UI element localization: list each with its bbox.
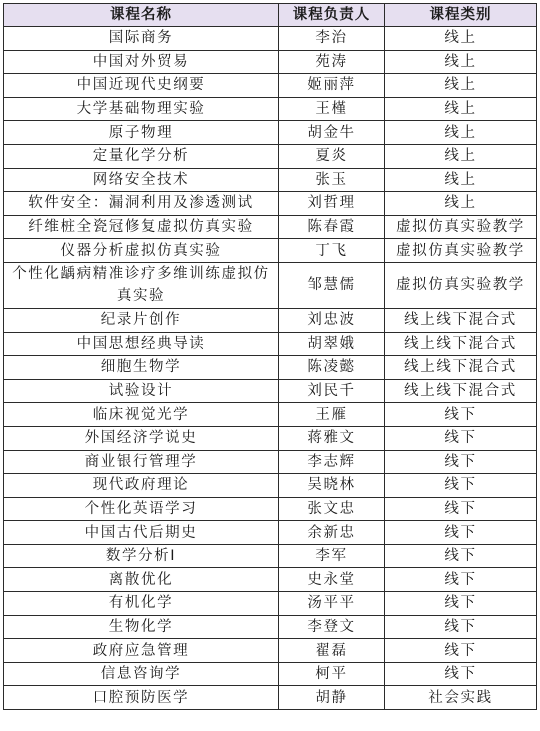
course-name-cell: 软件安全：漏洞利用及渗透测试 xyxy=(4,192,279,216)
table-row xyxy=(4,426,537,450)
table-row xyxy=(4,50,537,74)
course-name-cell: 政府应急管理 xyxy=(4,639,279,663)
course-name-cell: 数学分析Ⅰ xyxy=(4,544,279,568)
table-row xyxy=(4,379,537,403)
course-lead-cell: 史永堂 xyxy=(279,568,385,592)
course-lead-cell: 胡翠娥 xyxy=(279,332,385,356)
course-name-cell: 个性化龋病精准诊疗多维训练虚拟仿真实验 xyxy=(4,262,279,308)
course-type-cell: 线上 xyxy=(385,27,537,51)
table-row xyxy=(4,544,537,568)
course-lead-cell: 吴晓林 xyxy=(279,474,385,498)
table-row xyxy=(4,615,537,639)
course-type-cell: 线下 xyxy=(385,568,537,592)
table-row xyxy=(4,450,537,474)
course-lead-cell: 陈春霞 xyxy=(279,215,385,239)
course-lead-cell: 刘哲理 xyxy=(279,192,385,216)
course-name-cell: 外国经济学说史 xyxy=(4,426,279,450)
course-type-cell: 线下 xyxy=(385,592,537,616)
course-name-cell: 生物化学 xyxy=(4,615,279,639)
course-type-cell: 线上 xyxy=(385,74,537,98)
course-name-cell: 网络安全技术 xyxy=(4,168,279,192)
course-type-cell: 线上 xyxy=(385,144,537,168)
header-course-type: 课程类别 xyxy=(385,4,537,27)
course-lead-cell: 胡金牛 xyxy=(279,121,385,145)
course-type-cell: 线下 xyxy=(385,474,537,498)
course-name-cell: 有机化学 xyxy=(4,592,279,616)
course-lead-cell: 汤平平 xyxy=(279,592,385,616)
table-row xyxy=(4,121,537,145)
table-row xyxy=(4,639,537,663)
table-row xyxy=(4,332,537,356)
course-name-cell: 大学基础物理实验 xyxy=(4,97,279,121)
course-name-cell: 中国古代后期史 xyxy=(4,521,279,545)
course-lead-cell: 王雁 xyxy=(279,403,385,427)
table-row xyxy=(4,686,537,710)
header-row xyxy=(4,4,537,27)
table-row xyxy=(4,27,537,51)
course-lead-cell: 李治 xyxy=(279,27,385,51)
course-name-cell: 个性化英语学习 xyxy=(4,497,279,521)
course-lead-cell: 蒋雅文 xyxy=(279,426,385,450)
course-lead-cell: 李军 xyxy=(279,544,385,568)
course-name-cell: 纪录片创作 xyxy=(4,308,279,332)
header-course-lead: 课程负责人 xyxy=(279,4,385,27)
course-name-cell: 中国对外贸易 xyxy=(4,50,279,74)
course-type-cell: 线下 xyxy=(385,403,537,427)
table-row xyxy=(4,262,537,308)
table-row xyxy=(4,74,537,98)
course-table xyxy=(3,3,537,710)
course-type-cell: 线下 xyxy=(385,544,537,568)
course-name-cell: 试验设计 xyxy=(4,379,279,403)
table-row xyxy=(4,356,537,380)
course-lead-cell: 陈凌懿 xyxy=(279,356,385,380)
course-lead-cell: 张文忠 xyxy=(279,497,385,521)
course-lead-cell: 刘民千 xyxy=(279,379,385,403)
table-row xyxy=(4,403,537,427)
table-row xyxy=(4,97,537,121)
course-name-cell: 仪器分析虚拟仿真实验 xyxy=(4,239,279,263)
table-row xyxy=(4,568,537,592)
course-name-cell: 离散优化 xyxy=(4,568,279,592)
table-row xyxy=(4,168,537,192)
course-type-cell: 虚拟仿真实验教学 xyxy=(385,215,537,239)
course-type-cell: 线上 xyxy=(385,50,537,74)
course-lead-cell: 李志辉 xyxy=(279,450,385,474)
course-name-cell: 纤维桩全瓷冠修复虚拟仿真实验 xyxy=(4,215,279,239)
course-type-cell: 线下 xyxy=(385,639,537,663)
course-type-cell: 线下 xyxy=(385,426,537,450)
course-type-cell: 线上线下混合式 xyxy=(385,308,537,332)
course-name-cell: 商业银行管理学 xyxy=(4,450,279,474)
course-lead-cell: 邹慧儒 xyxy=(279,262,385,308)
course-lead-cell: 翟磊 xyxy=(279,639,385,663)
course-type-cell: 线上 xyxy=(385,168,537,192)
course-lead-cell: 李登文 xyxy=(279,615,385,639)
course-lead-cell: 王槿 xyxy=(279,97,385,121)
table-row xyxy=(4,144,537,168)
course-type-cell: 线下 xyxy=(385,497,537,521)
course-type-cell: 线下 xyxy=(385,615,537,639)
course-lead-cell: 丁飞 xyxy=(279,239,385,263)
course-type-cell: 虚拟仿真实验教学 xyxy=(385,239,537,263)
course-name-cell: 信息咨询学 xyxy=(4,662,279,686)
course-type-cell: 线上线下混合式 xyxy=(385,332,537,356)
course-type-cell: 线上线下混合式 xyxy=(385,356,537,380)
course-type-cell: 虚拟仿真实验教学 xyxy=(385,262,537,308)
course-type-cell: 线下 xyxy=(385,662,537,686)
course-type-cell: 线上线下混合式 xyxy=(385,379,537,403)
table-row xyxy=(4,521,537,545)
course-name-cell: 中国思想经典导读 xyxy=(4,332,279,356)
course-lead-cell: 胡静 xyxy=(279,686,385,710)
course-type-cell: 线上 xyxy=(385,121,537,145)
course-lead-cell: 刘忠波 xyxy=(279,308,385,332)
table-row xyxy=(4,239,537,263)
table-row xyxy=(4,308,537,332)
course-type-cell: 线下 xyxy=(385,450,537,474)
course-type-cell: 社会实践 xyxy=(385,686,537,710)
header-course-name: 课程名称 xyxy=(4,4,279,27)
course-lead-cell: 柯平 xyxy=(279,662,385,686)
table-row xyxy=(4,474,537,498)
course-type-cell: 线上 xyxy=(385,97,537,121)
course-lead-cell: 姬丽萍 xyxy=(279,74,385,98)
course-type-cell: 线上 xyxy=(385,192,537,216)
table-row xyxy=(4,662,537,686)
course-type-cell: 线下 xyxy=(385,521,537,545)
course-name-cell: 国际商务 xyxy=(4,27,279,51)
course-lead-cell: 张玉 xyxy=(279,168,385,192)
course-name-cell: 原子物理 xyxy=(4,121,279,145)
course-name-cell: 口腔预防医学 xyxy=(4,686,279,710)
course-lead-cell: 苑涛 xyxy=(279,50,385,74)
course-lead-cell: 余新忠 xyxy=(279,521,385,545)
course-name-cell: 细胞生物学 xyxy=(4,356,279,380)
table-row xyxy=(4,592,537,616)
table-row xyxy=(4,215,537,239)
course-name-cell: 临床视觉光学 xyxy=(4,403,279,427)
course-lead-cell: 夏炎 xyxy=(279,144,385,168)
table-row xyxy=(4,192,537,216)
course-table-container xyxy=(3,3,536,710)
course-name-cell: 定量化学分析 xyxy=(4,144,279,168)
course-name-cell: 现代政府理论 xyxy=(4,474,279,498)
table-row xyxy=(4,497,537,521)
course-name-cell: 中国近现代史纲要 xyxy=(4,74,279,98)
